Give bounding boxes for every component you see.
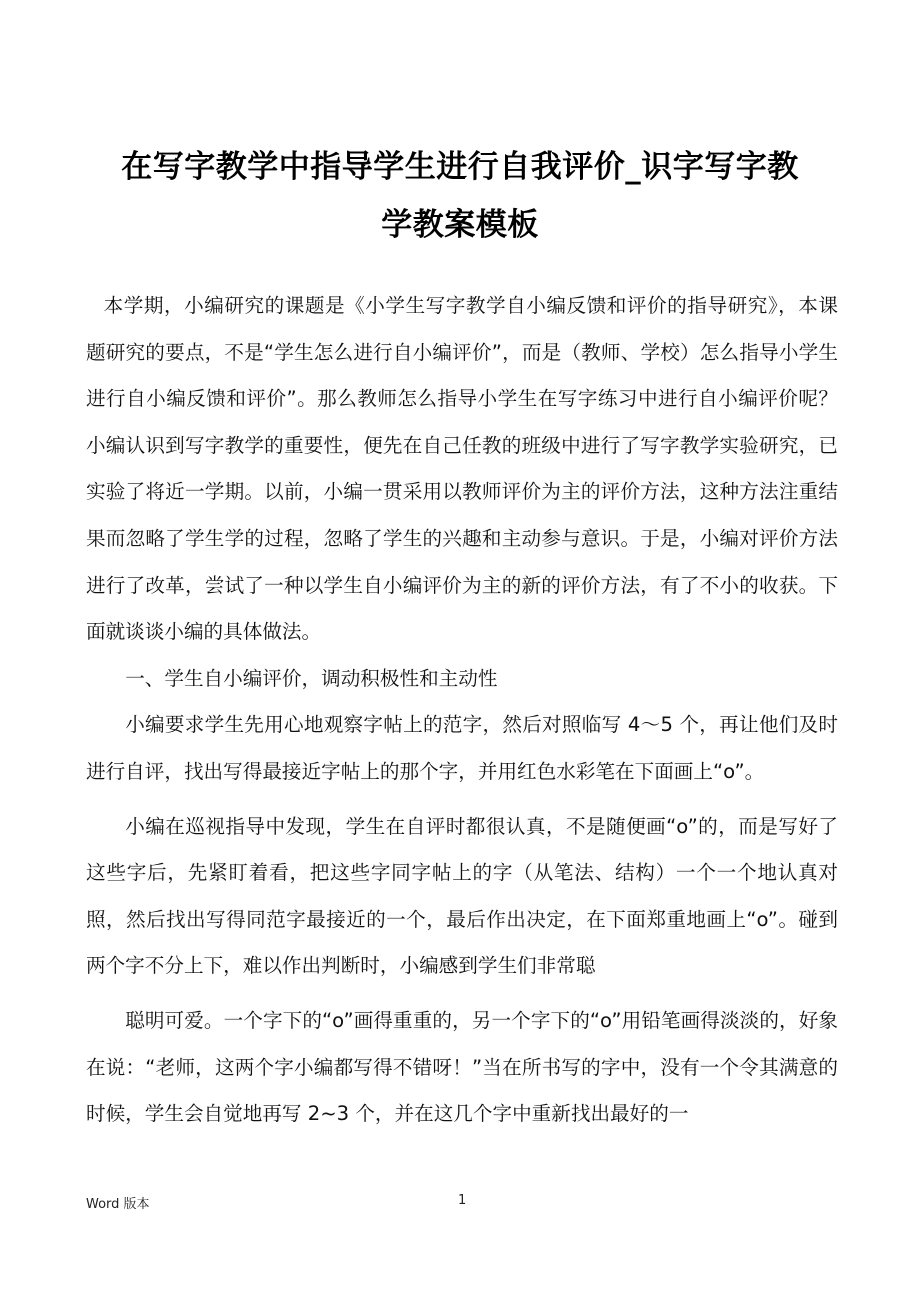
- document-body: [86, 283, 838, 1138]
- page-footer: [86, 1193, 838, 1213]
- paragraph-observation: 小编在巡视指导中发现，学生在自评时都很认真，不是随便画“o”的，而是写好了这些字后，先紧盯着看，把这些字同字帖上的字（从笔法、结构）一个一个地认真对照，然后找出写得同范字最接近的一个，最后作出决定，在下面郑重地画上“o”。碰到两个字不分上下，难以作出判断时，小编感到学生们非常聪: [86, 814, 838, 978]
- section-heading: 一、学生自小编评价，调动积极性和主动性: [125, 666, 498, 690]
- footer-label: Word 版本: [86, 1197, 150, 1212]
- title-line-1: 在写字教学中指导学生进行自我评价_识字写字教: [121, 149, 799, 185]
- document-title: [70, 138, 850, 254]
- title-line-2: 学教案模板: [381, 207, 539, 243]
- page-number: 1: [458, 1193, 467, 1208]
- paragraph-method: 小编要求学生先用心地观察字帖上的范字，然后对照临写 4～5 个，再让他们及时进行自评，找出写得最接近字帖上的那个字，并用红色水彩笔在下面画上“o”。: [86, 713, 838, 783]
- paragraph-intro: 本学期，小编研究的课题是《小学生写字教学自小编反馈和评价的指导研究》，本课题研究的要点，不是“学生怎么进行自小编评价”，而是（教师、学校）怎么指导小学生进行自小编反馈和评价”。那么教师怎么指导小学生在写字练习中进行自小编评价呢？小编认识到写字教学的重要性，便先在自己任教的班级中进行了写字教学实验研究，已实验了将近一学期。以前，小编一贯采用以教师评价为主的评价方法，这种方法注重结果而忽略了学生学的过程，忽略了学生的兴趣和主动参与意识。于是，小编对评价方法进行了改革，尝试了一种以学生自小编评价为主的新的评价方法，有了不小的收获。下面就谈谈小编的具体做法。: [86, 294, 838, 644]
- paragraph-example: 聪明可爱。一个字下的“o”画得重重的，另一个字下的“o”用铅笔画得淡淡的，好象在说：“老师，这两个字小编都写得不错呀！”当在所书写的字中，没有一个令其满意的时候，学生会自觉地再写 2~3 个，并在这几个字中重新找出最好的一: [86, 1008, 838, 1126]
